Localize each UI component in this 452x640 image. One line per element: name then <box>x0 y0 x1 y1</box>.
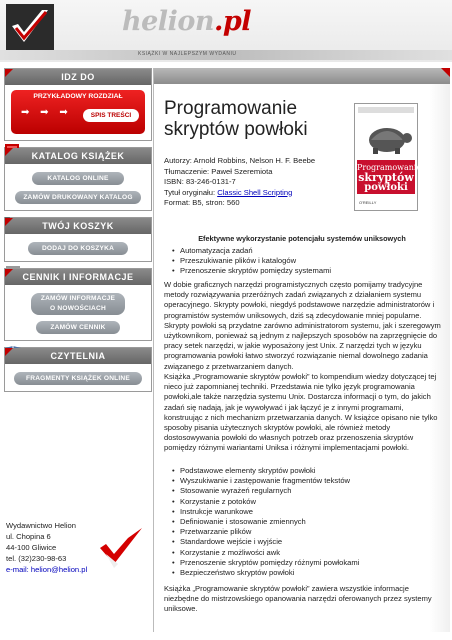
slogan: KSIĄŻKI W NAJLEPSZYM WYDANIU <box>138 51 237 57</box>
reading-room-heading: CZYTELNIA <box>5 348 151 364</box>
list-item: • Bezpieczeństwo skryptów powłoki <box>180 568 359 578</box>
header <box>0 0 452 62</box>
toc-button[interactable]: SPIS TREŚCI <box>83 109 139 122</box>
arrows-icon: ➡ ➡ ➡ <box>21 107 72 118</box>
original-title-link[interactable]: Classic Shell Scripting <box>217 187 293 197</box>
list-item: • Standardowe wejście i wyjście <box>180 537 359 547</box>
paragraph-1: W dobie graficznych narzędzi programistycznych często pomijamy tradycyjne metody rozwiązywania przeróżnych zadań związanych z działaniem systemu operacyjnego. Skrypty powłoki, niegdyś podstawowe narzędzie administratorów i programistów systemów uniksowych, dziś są zdecydowanie mniej popularne. Skrypty powłoki są przydatne zarówno administratorom systemu, jak i szeregowym użytkownikom, ponieważ są jednym z najlepszych sposobów na zaprzęgnięcie do pracy setek narzędzi, w jakie wyposażony jest Unix. Z narzędzi tych w języku programowania powłoki łatwo stworzyć rozwiązanie niemal dowolnego zadania związanego z przetwarzaniem danych. <box>164 280 441 371</box>
turtle-illustration-icon <box>361 118 413 158</box>
book-fragments-online-button[interactable]: FRAGMENTY KSIĄŻEK ONLINE <box>14 372 142 385</box>
paragraph-2: Książka „Programowanie skryptów powłoki” to kompendium wiedzy dotyczącej tej nieco już zapomnianej techniki. Przedstawia nie tylko język programowania powłoki,ale także narzędzia systemu Unix. Dostarcza informacji o tym, do jakich zadań się nadają, jak je wywoływać i jak łączyć je z innymi programami, konstruując z nich mechanizm przetwarzania danych. W książce opisano nie tylko sposoby pisania użytecznych skryptów powłoki, ale również metody dostosowywania powłoki do własnych potrzeb oraz przenoszenia skryptów pomiędzy różnymi wariantami Uniksa i różnymi implementacjami powłoki. <box>164 372 438 453</box>
cart-block <box>4 217 152 262</box>
list-item: • Korzystanie z możliwości awk <box>180 548 359 558</box>
list-item: • Przenoszenie skryptów pomiędzy różnymi powłokami <box>180 558 359 568</box>
list-item: • Instrukcje warunkowe <box>180 507 359 517</box>
publisher-contact: Wydawnictwo Helion ul. Chopina 6 44-100 Gliwice tel. (32)230-98-63 e-mail: helion@helion.pl <box>6 521 88 574</box>
book-cover[interactable] <box>354 103 422 211</box>
main-content <box>153 68 449 632</box>
main-topbar <box>154 68 450 84</box>
cart-heading: TWÓJ KOSZYK <box>5 218 151 234</box>
pricelist-block <box>4 268 152 341</box>
helion-logo-text[interactable]: helion.pl <box>122 6 252 37</box>
reading-room-block <box>4 347 152 392</box>
catalog-block <box>4 147 152 211</box>
book-meta <box>164 156 315 209</box>
email-link[interactable]: e-mail: helion@helion.pl <box>6 565 88 574</box>
list-item: • Podstawowe elementy skryptów powłoki <box>180 466 359 476</box>
catalog-online-button[interactable]: KATALOG ONLINE <box>32 172 124 185</box>
bullet-list-2 <box>180 466 359 578</box>
helion-checkmark-logo-icon <box>6 4 54 52</box>
list-item: • Przeszukiwanie plików i katalogów <box>180 256 331 266</box>
list-item: • Stosowanie wyrażeń regularnych <box>180 486 359 496</box>
pricelist-heading: CENNIK I INFORMACJE <box>5 269 151 285</box>
list-item: • Przetwarzanie plików <box>180 527 359 537</box>
list-item: • Korzystanie z potoków <box>180 497 359 507</box>
format: Format: B5, stron: 560 <box>164 198 240 207</box>
translation: Tłumaczenie: Paweł Szeremiota <box>164 166 273 176</box>
order-pricelist-button[interactable]: ZAMÓW CENNIK <box>36 321 120 334</box>
goto-heading: IDZ DO <box>5 69 151 85</box>
bullet-list-1 <box>180 246 331 277</box>
list-item: • Przenoszenie skryptów pomiędzy systemami <box>180 266 331 276</box>
sample-chapter-promo[interactable] <box>11 90 145 134</box>
book-title: Programowanie skryptów powłoki <box>164 98 308 140</box>
list-item: • Automatyzacja zadań <box>180 246 331 256</box>
isbn: ISBN: 83-246-0131-7 <box>164 177 236 186</box>
list-item: • Wyszukiwanie i zastępowanie fragmentów tekstów <box>180 476 359 486</box>
order-news-info-button[interactable]: ZAMÓW INFORMACJE O NOWOŚCIACH <box>31 293 125 315</box>
list-item: • Definiowanie i stosowanie zmiennych <box>180 517 359 527</box>
section-title: Efektywne wykorzystanie potencjału systemów uniksowych <box>198 234 406 243</box>
goto-block <box>4 68 152 141</box>
order-printed-catalog-button[interactable]: ZAMÓW DRUKOWANY KATALOG <box>15 191 141 204</box>
sample-chapter-label: PRZYKŁADOWY ROZDZIAŁ <box>33 93 123 100</box>
sidebar <box>4 68 152 398</box>
paragraph-3: Książka „Programowanie skryptów powłoki” zawiera wszystkie informacje niezbędne do mistrzowskiego opanowania narzędzi oferowanych przez systemy uniksowe. <box>164 584 432 614</box>
checkmark-icon <box>98 524 144 572</box>
add-to-cart-button[interactable]: DODAJ DO KOSZYKA <box>28 242 128 255</box>
cover-title: Programowanie skryptów powłoki <box>357 160 415 194</box>
authors: Autorzy: Arnold Robbins, Nelson H. F. Beebe <box>164 156 316 165</box>
cover-publisher: O'REILLY <box>359 200 377 205</box>
original-title: Tytuł oryginału: Classic Shell Scripting <box>164 187 293 197</box>
catalog-heading: KATALOG KSIĄŻEK <box>5 148 151 164</box>
